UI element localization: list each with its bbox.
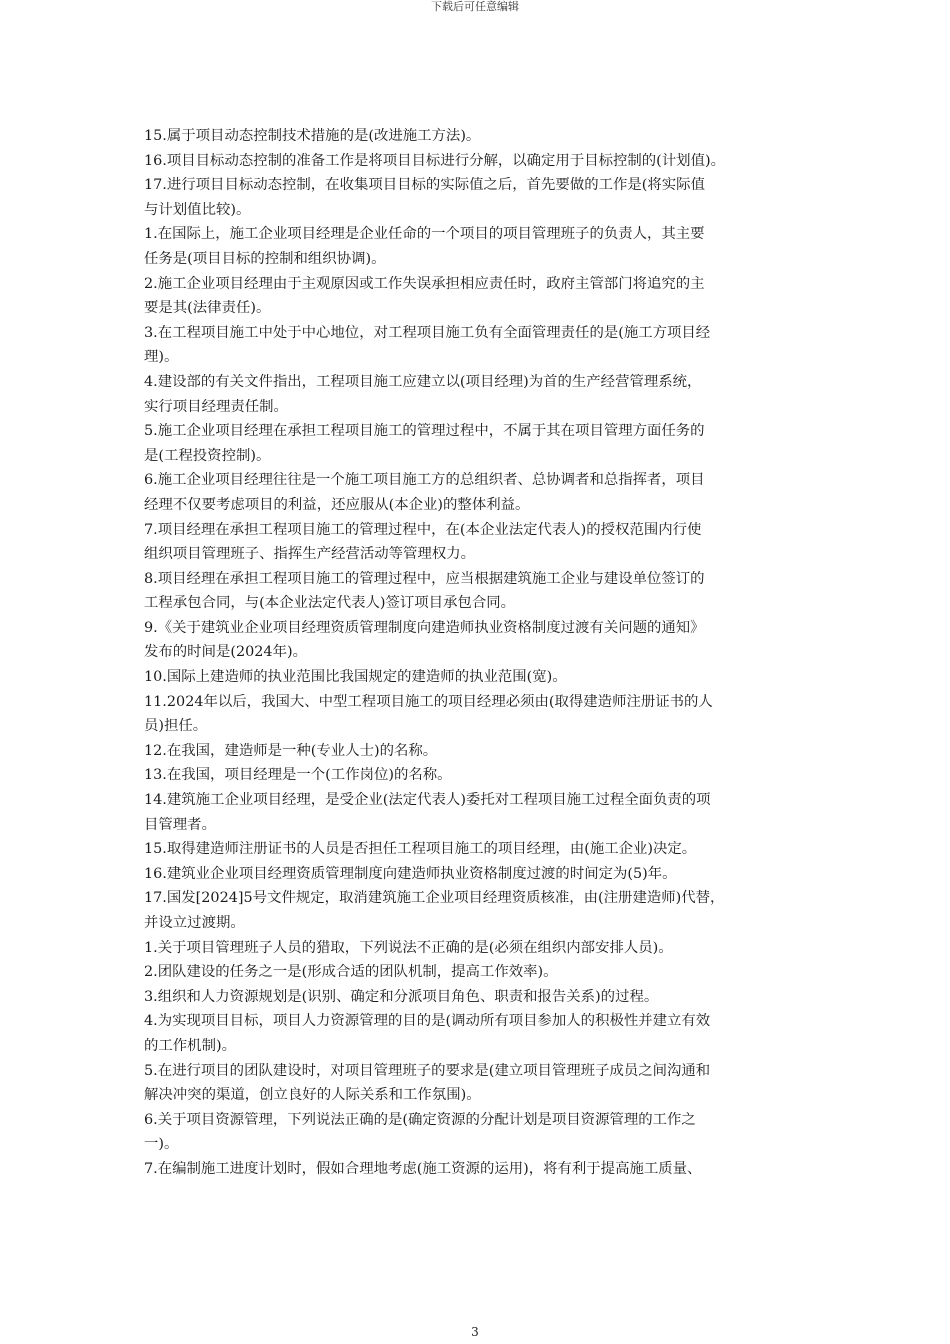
text-line: 解决冲突的渠道，创立良好的人际关系和工作氛围)。 [144, 1087, 481, 1104]
text-line: 3.组织和人力资源规划是(识别、确定和分派项目角色、职责和报告关系)的过程。 [144, 988, 659, 1005]
text-line: 7.在编制施工进度计划时，假如合理地考虑(施工资源的运用)，将有利于提高施工质量、 [144, 1160, 702, 1177]
text-line: 14.建筑施工企业项目经理，是受企业(法定代表人)委托对工程项目施工过程全面负责的项 [144, 792, 711, 809]
text-line: 6.关于项目资源管理，下列说法正确的是(确定资源的分配计划是项目资源管理的工作之 [144, 1111, 696, 1128]
page-header: 下载后可任意编辑 [431, 0, 519, 13]
text-line: 17.进行项目目标动态控制，在收集项目目标的实际值之后，首先要做的工作是(将实际值 [144, 177, 705, 194]
text-line: 并设立过渡期。 [144, 915, 245, 931]
text-line: 5.在进行项目的团队建设时，对项目管理班子的要求是(建立项目管理班子成员之间沟通和 [144, 1062, 711, 1079]
text-line: 5.施工企业项目经理在承担工程项目施工的管理过程中，不属于其在项目管理方面任务的 [144, 423, 705, 440]
text-line: 17.国发[2024]5号文件规定，取消建筑施工企业项目经理资质核准，由(注册建造师)代替， [144, 890, 725, 907]
text-line: 6.施工企业项目经理往往是一个施工项目施工方的总组织者、总协调者和总指挥者，项目 [144, 472, 705, 489]
text-line: 13.在我国，项目经理是一个(工作岗位)的名称。 [144, 767, 452, 784]
document-body [144, 124, 816, 1182]
text-line: 组织项目管理班子、指挥生产经营活动等管理权力。 [144, 546, 475, 563]
text-line: 3.在工程项目施工中处于中心地位，对工程项目施工负有全面管理责任的是(施工方项目经 [144, 324, 711, 341]
text-line: 16.项目目标动态控制的准备工作是将项目目标进行分解，以确定用于目标控制的(计划值)。 [144, 152, 725, 169]
text-line: 9.《关于建筑业企业项目经理资质管理制度向建造师执业资格制度过渡有关问题的通知》 [144, 619, 705, 636]
text-line: 理)。 [144, 349, 179, 366]
text-line: 8.项目经理在承担工程项目施工的管理过程中，应当根据建筑施工企业与建设单位签订的 [144, 570, 705, 587]
page-number: 3 [471, 1325, 479, 1339]
text-line: 经理不仅要考虑项目的利益，还应服从(本企业)的整体利益。 [144, 496, 530, 513]
text-line: 要是其(法律责任)。 [144, 300, 271, 317]
text-line: 任务是(项目目标的控制和组织协调)。 [144, 250, 386, 267]
text-line: 4.为实现项目目标，项目人力资源管理的目的是(调动所有项目参加人的积极性并建立有效 [144, 1013, 711, 1030]
text-line: 1.关于项目管理班子人员的猎取，下列说法不正确的是(必须在组织内部安排人员)。 [144, 939, 673, 956]
text-line: 实行项目经理责任制。 [144, 398, 288, 415]
text-line: 员)担任。 [144, 718, 208, 735]
text-line: 12.在我国，建造师是一种(专业人士)的名称。 [144, 742, 438, 759]
text-line: 4.建设部的有关文件指出，工程项目施工应建立以(项目经理)为首的生产经营管理系统， [144, 373, 702, 390]
text-line: 15.取得建造师注册证书的人员是否担任工程项目施工的项目经理，由(施工企业)决定。 [144, 841, 697, 858]
text-line: 2.团队建设的任务之一是(形成合适的团队机制，提高工作效率)。 [144, 964, 558, 981]
text-line: 工程承包合同，与(本企业法定代表人)签订项目承包合同。 [144, 595, 515, 612]
text-line: 发布的时间是(2024年)。 [144, 644, 307, 661]
text-line: 一)。 [144, 1136, 179, 1153]
text-line: 的工作机制)。 [144, 1037, 236, 1054]
text-line: 是(工程投资控制)。 [144, 447, 271, 464]
text-line: 1.在国际上，施工企业项目经理是企业任命的一个项目的项目管理班子的负责人，其主要 [144, 226, 705, 243]
text-line: 目管理者。 [144, 816, 216, 833]
text-line: 2.施工企业项目经理由于主观原因或工作失误承担相应责任时，政府主管部门将追究的主 [144, 275, 705, 292]
text-line: 15.属于项目动态控制技术措施的是(改进施工方法)。 [144, 128, 481, 144]
text-line: 10.国际上建造师的执业范围比我国规定的建造师的执业范围(宽)。 [144, 669, 567, 686]
text-line: 7.项目经理在承担工程项目施工的管理过程中，在(本企业法定代表人)的授权范围内行使 [144, 521, 702, 538]
text-line: 16.建筑业企业项目经理资质管理制度向建造师执业资格制度过渡的时间定为(5)年。 [144, 865, 677, 882]
text-line: 11.2024年以后，我国大、中型工程项目施工的项目经理必须由(取得建造师注册证书的人 [144, 693, 713, 710]
text-line: 与计划值比较)。 [144, 201, 251, 218]
